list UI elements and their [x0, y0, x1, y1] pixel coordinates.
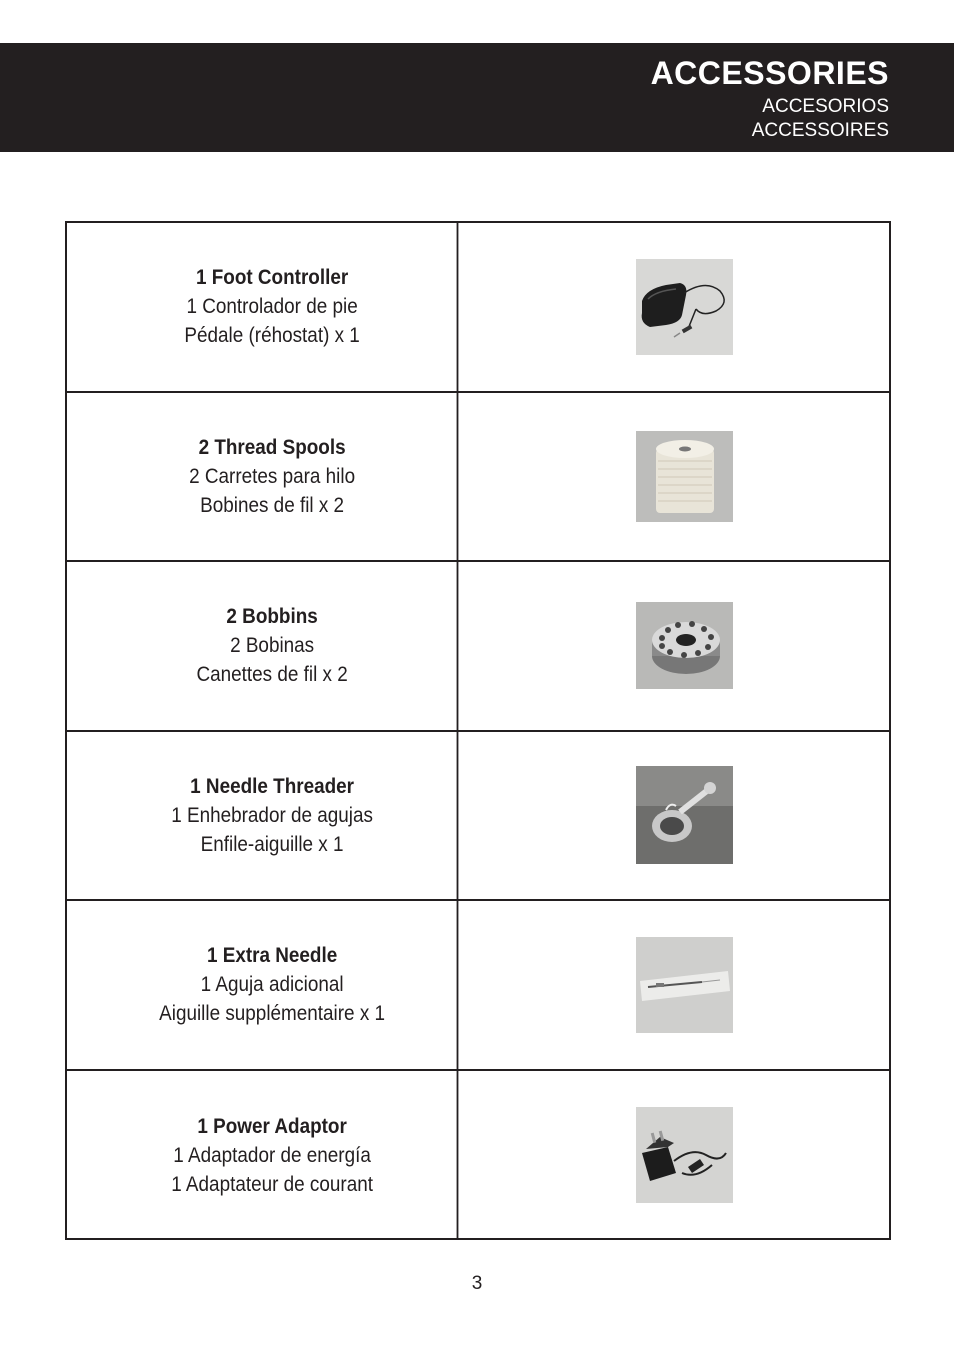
item-description [88, 732, 459, 900]
item-description [88, 901, 459, 1069]
page-subtitle-french: ACCESSOIRES [751, 120, 889, 141]
item-name-spanish: 1 Aguja adicional [200, 973, 344, 997]
table-row [67, 562, 889, 732]
item-description [88, 1071, 459, 1241]
page-subtitle-spanish: ACCESORIOS [762, 96, 889, 117]
item-name-spanish: 1 Controlador de pie [186, 295, 358, 319]
item-description [88, 562, 459, 730]
item-name-french: 1 Adaptateur de courant [171, 1172, 373, 1196]
page-title: ACCESSORIES [650, 55, 889, 91]
item-image-cell [479, 562, 889, 730]
item-image-cell [479, 901, 889, 1069]
item-name-french: Canettes de fil x 2 [196, 663, 348, 687]
item-image-cell [479, 223, 889, 391]
item-name-french: Bobines de fil x 2 [200, 493, 345, 517]
item-name-spanish: 1 Enhebrador de agujas [171, 803, 373, 827]
page-number: 3 [471, 1273, 483, 1294]
item-name-spanish: 1 Adaptador de energía [173, 1143, 371, 1167]
item-image-cell [479, 393, 889, 561]
item-description [88, 393, 459, 561]
power-adaptor-photo [636, 1107, 733, 1203]
needle-threader-photo [636, 766, 733, 864]
item-image-cell [479, 732, 889, 900]
item-name-french: Pédale (réhostat) x 1 [184, 324, 360, 348]
table-row [67, 223, 889, 393]
item-name-english: 1 Needle Threader [190, 774, 355, 798]
table-row [67, 393, 889, 563]
item-name-english: 1 Extra Needle [206, 944, 338, 968]
item-name-english: 1 Foot Controller [195, 266, 349, 290]
item-name-english: 1 Power Adaptor [197, 1114, 347, 1138]
item-name-english: 2 Thread Spools [198, 435, 346, 459]
item-name-spanish: 2 Carretes para hilo [189, 464, 356, 488]
bobbin-photo [636, 602, 733, 689]
extra-needle-photo [636, 937, 733, 1033]
item-name-english: 2 Bobbins [226, 605, 318, 629]
item-description [88, 223, 459, 391]
foot-controller-photo [636, 259, 733, 355]
item-name-spanish: 2 Bobinas [230, 634, 315, 658]
header-bar [0, 43, 954, 152]
accessories-table [65, 221, 891, 1240]
item-name-french: Enfile-aiguille x 1 [200, 832, 344, 856]
table-row [67, 901, 889, 1071]
table-row [67, 1071, 889, 1241]
item-name-french: Aiguille supplémentaire x 1 [159, 1002, 386, 1026]
thread-spool-photo [636, 431, 733, 522]
item-image-cell [479, 1071, 889, 1241]
table-row [67, 732, 889, 902]
